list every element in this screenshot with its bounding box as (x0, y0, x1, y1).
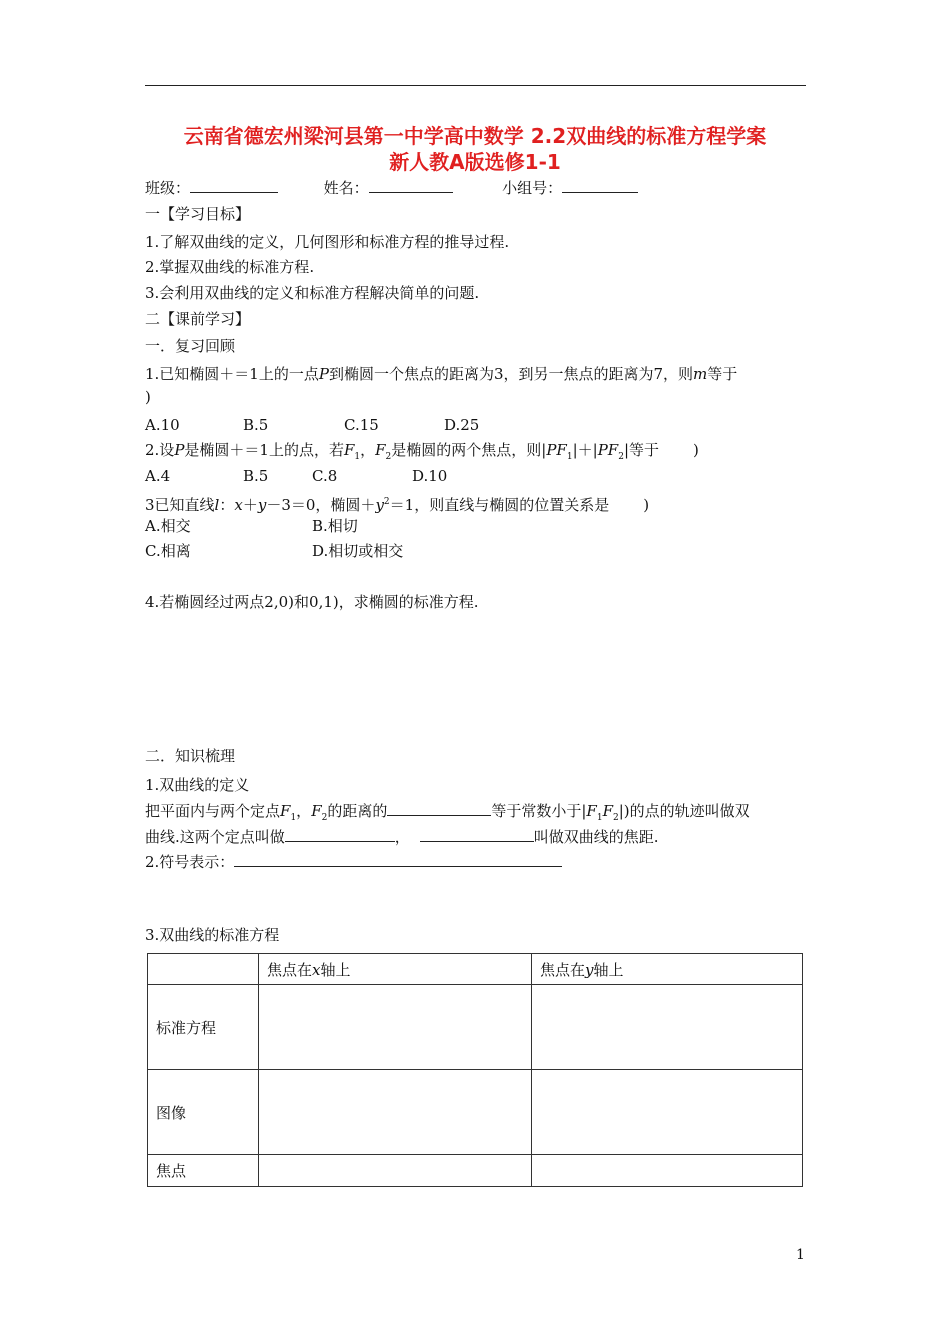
page-number: 1 (796, 1247, 805, 1263)
table-row-label: 焦点 (148, 1155, 259, 1187)
table-header-y: 焦点在y轴上 (532, 954, 803, 985)
q3-option-c: C.相离 (145, 542, 191, 560)
definition-blank-3[interactable] (420, 827, 534, 842)
q2-option-c: C.8 (312, 467, 338, 485)
group-blank[interactable] (562, 178, 638, 193)
class-label: 班级： (145, 179, 191, 197)
q3-option-a: A.相交 (145, 517, 191, 535)
doc-title: 云南省德宏州梁河县第一中学高中数学 2.2双曲线的标准方程学案 (183, 124, 767, 148)
q2-option-b: B.5 (243, 467, 269, 485)
q1-option-b: B.5 (243, 416, 269, 434)
question-1: 1.已知椭圆＋＝1上的一点P到椭圆一个焦点的距离为3，到另一焦点的距离为7，则m等于 (145, 365, 738, 383)
section-heading-prestudy: 二【课前学习】 (145, 310, 251, 328)
name-label: 姓名： (323, 179, 369, 197)
info-line (145, 178, 638, 198)
question-3: 3已知直线l：x＋y－3＝0，椭圆$+y^2=1$，则直线与椭圆的位置关系是 ) (145, 496, 650, 514)
goal-1: 1.了解双曲线的定义，几何图形和标准方程的推导过程. (145, 233, 510, 251)
table-cell[interactable] (532, 1155, 803, 1187)
q3-option-d: D.相切或相交 (312, 542, 404, 560)
q3-option-b: B.相切 (312, 517, 358, 535)
table-cell[interactable] (259, 1155, 532, 1187)
goal-3: 3.会利用双曲线的定义和标准方程解决简单的问题. (145, 284, 480, 302)
table-cell[interactable] (532, 985, 803, 1070)
table-row-label: 图像 (148, 1070, 259, 1155)
question-4: 4.若椭圆经过两点2,0)和0,1)，求椭圆的标准方程. (145, 593, 479, 611)
q2-option-a: A.4 (145, 467, 171, 485)
table-row-label: 标准方程 (148, 985, 259, 1070)
symbol-blank[interactable] (234, 852, 562, 867)
definition-blank-2[interactable] (285, 827, 395, 842)
section-heading-goals: 一【学习目标】 (145, 205, 251, 223)
table-corner (148, 954, 259, 985)
definition-text-1: 把平面内与两个定点$F_1$，$F_2$的距离的 等于常数小于$|F_1F_2|$)的点的轨迹叫做双 (145, 802, 750, 823)
table-header-x: 焦点在x轴上 (259, 954, 532, 985)
standard-equation-table (147, 953, 803, 1187)
standard-equation-heading: 3.双曲线的标准方程 (145, 926, 280, 944)
doc-subtitle: 新人教A版选修1-1 (389, 150, 561, 174)
definition-text-2: 曲线.这两个定点叫做 ， 叫做双曲线的焦距. (145, 828, 659, 846)
table-cell[interactable] (532, 1070, 803, 1155)
table-cell[interactable] (259, 985, 532, 1070)
name-blank[interactable] (369, 178, 453, 193)
question-2: 2.设P是椭圆＋＝1上的点，若$F_1$，$F_2$是椭圆的两个焦点，则$|PF_1|+|PF_2|$等于 ) (145, 441, 699, 462)
definition-heading: 1.双曲线的定义 (145, 776, 250, 794)
question-1-close: ) (145, 388, 151, 406)
knowledge-heading: 二．知识梳理 (145, 747, 236, 765)
q1-option-d: D.25 (444, 416, 480, 434)
symbol-line: 2.符号表示： (145, 852, 562, 872)
group-label: 小组号： (502, 179, 563, 197)
q1-option-c: C.15 (344, 416, 379, 434)
q2-option-d: D.10 (412, 467, 448, 485)
table-cell[interactable] (259, 1070, 532, 1155)
header-rule (145, 85, 806, 86)
goal-2: 2.掌握双曲线的标准方程. (145, 258, 315, 276)
q1-option-a: A.10 (145, 416, 180, 434)
class-blank[interactable] (190, 178, 278, 193)
review-heading: 一．复习回顾 (145, 337, 236, 355)
definition-blank-1[interactable] (387, 801, 491, 816)
